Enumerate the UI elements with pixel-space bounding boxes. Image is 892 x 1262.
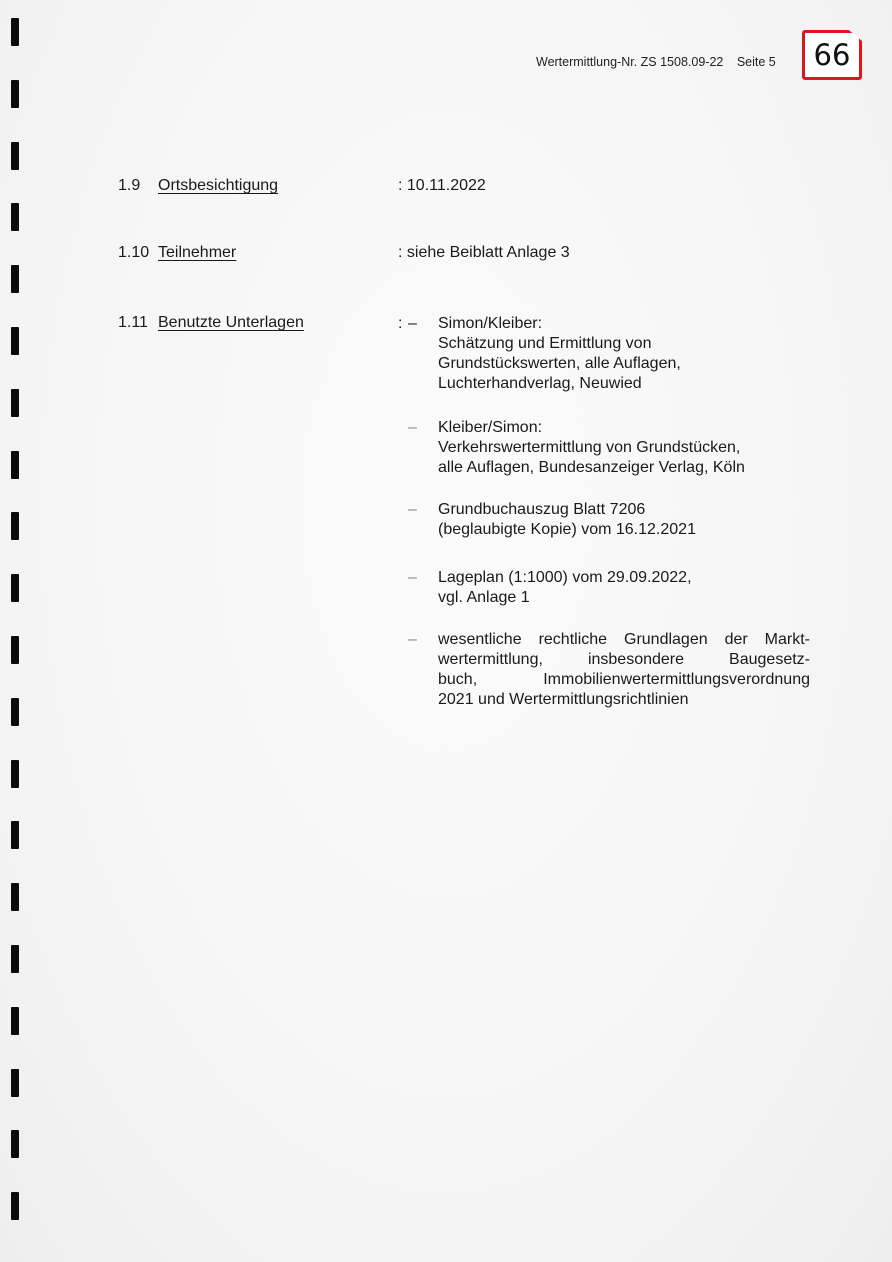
- list-item-line: Lageplan (1:1000) vom 29.09.2022,: [438, 569, 692, 586]
- list-item-line: Simon/Kleiber:: [438, 315, 543, 332]
- binding-mark: [11, 821, 19, 849]
- list-item: [398, 500, 818, 540]
- list-item-line: alle Auflagen, Bundesanzeiger Verlag, Köln: [438, 459, 745, 476]
- binding-mark: [11, 574, 19, 602]
- section-1-10-label: [118, 244, 236, 262]
- section-1-9-label: [118, 177, 278, 195]
- binding-mark: [11, 1069, 19, 1097]
- list-item-line: vgl. Anlage 1: [438, 589, 530, 606]
- binding-mark: [11, 265, 19, 293]
- section-1-11-label: [118, 314, 304, 332]
- list-item-line: 2021 und Wertermittlungsrichtlinien: [438, 691, 689, 708]
- binding-mark: [11, 327, 19, 355]
- binding-mark: [11, 945, 19, 973]
- binding-mark: [11, 698, 19, 726]
- list-dash: –: [408, 315, 417, 332]
- section-1-9-value: : 10.11.2022: [398, 177, 486, 194]
- page-header: [536, 55, 776, 69]
- section-number: 1.10: [118, 244, 150, 261]
- section-number: 1.11: [118, 314, 148, 331]
- list-item-line: Grundstückswerten, alle Auflagen,: [438, 355, 681, 372]
- reference-number: Wertermittlung-Nr. ZS 1508.09-22: [536, 55, 724, 69]
- binding-mark: [11, 80, 19, 108]
- binding-mark: [11, 1007, 19, 1035]
- list-dash: –: [408, 501, 417, 518]
- binding-mark: [11, 1192, 19, 1220]
- list-item-line: Schätzung und Ermittlung von: [438, 335, 652, 352]
- list-item-line: buch, Immobilienwertermittlungsverordnung: [438, 671, 810, 688]
- list-item: [398, 630, 818, 710]
- list-item: [398, 568, 818, 608]
- binding-mark: [11, 203, 19, 231]
- list-item: [398, 418, 818, 478]
- section-number: 1.9: [118, 177, 141, 194]
- binding-mark: [11, 389, 19, 417]
- binding-mark: [11, 512, 19, 540]
- list-dash: –: [408, 419, 417, 436]
- list-dash: –: [408, 569, 417, 586]
- binding-mark: [11, 636, 19, 664]
- list-dash: –: [408, 631, 417, 648]
- binding-mark: [11, 760, 19, 788]
- section-title: Ortsbesichtigung: [158, 177, 279, 194]
- list-item-line: wesentliche rechtliche Grundlagen der Markt-: [438, 631, 810, 648]
- list-item-line: Grundbuchauszug Blatt 7206: [438, 501, 646, 518]
- section-title: Teilnehmer: [158, 244, 237, 261]
- list-item-line: wertermittlung, insbesondere Baugesetz-: [438, 651, 810, 668]
- list-item-line: (beglaubigte Kopie) vom 16.12.2021: [438, 521, 696, 538]
- page-number: Seite 5: [736, 55, 776, 69]
- binding-mark: [11, 883, 19, 911]
- section-title: Benutzte Unterlagen: [158, 314, 304, 331]
- binding-mark: [11, 1130, 19, 1158]
- section-1-10-value: : siehe Beiblatt Anlage 3: [398, 244, 570, 261]
- list-item-line: Kleiber/Simon:: [438, 419, 543, 436]
- stamp-number: 66: [813, 38, 851, 72]
- binding-mark: [11, 142, 19, 170]
- list-item: [398, 314, 818, 394]
- list-item-line: Luchterhandverlag, Neuwied: [438, 375, 642, 392]
- list-item-line: Verkehrswertermittlung von Grundstücken,: [438, 439, 741, 456]
- list-colon: :: [398, 315, 403, 332]
- binding-mark: [11, 451, 19, 479]
- binding-mark: [11, 18, 19, 46]
